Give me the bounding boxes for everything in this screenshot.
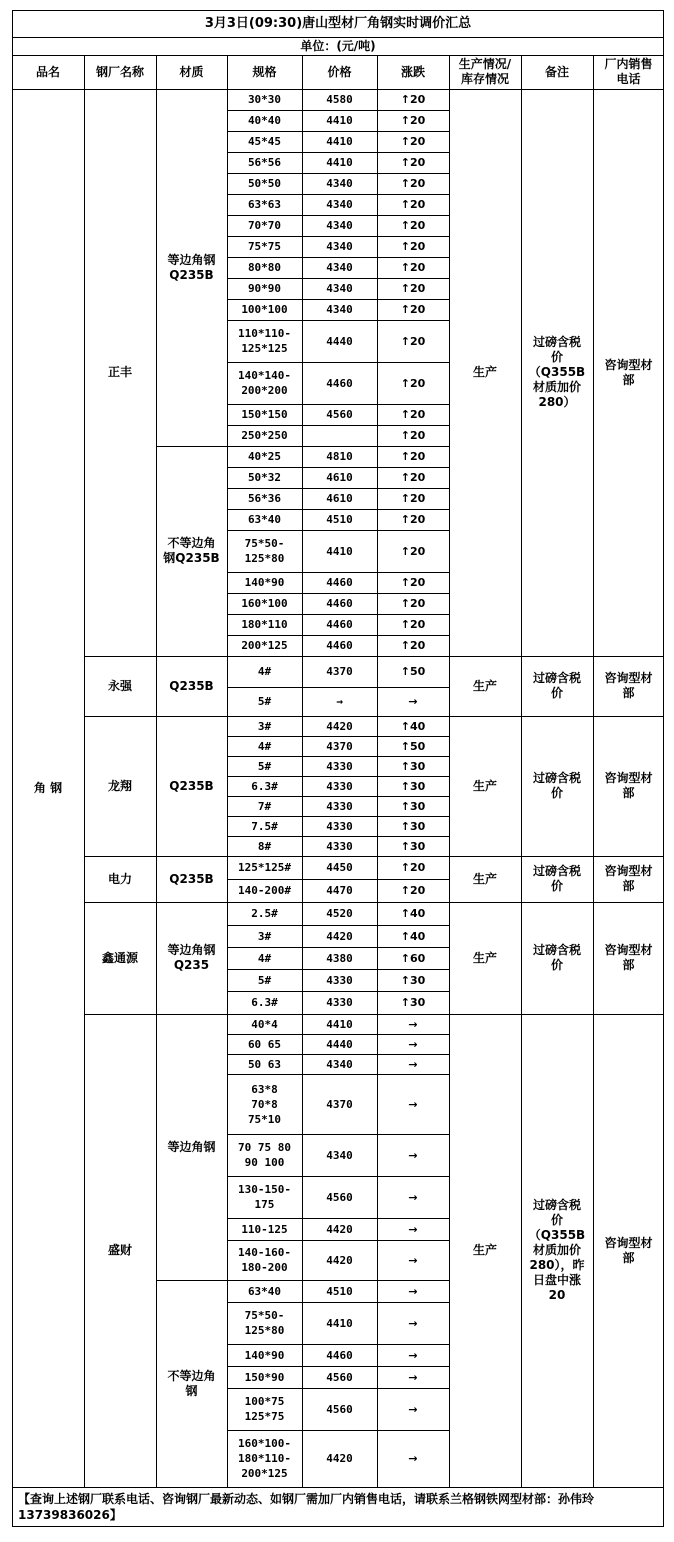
price-cell: 4370: [326, 665, 353, 678]
change-cell: ↑20: [400, 450, 426, 463]
change-cell: ↑20: [400, 261, 426, 274]
change-cell: ↑20: [400, 513, 426, 526]
price-cell: 4510: [326, 513, 353, 526]
change-cell: ↑20: [400, 240, 426, 253]
spec-cell: 200*125: [241, 639, 288, 652]
change-cell: ↑20: [400, 408, 426, 421]
spec-cell: 140*90: [244, 576, 285, 589]
price-cell: 4410: [326, 1316, 353, 1330]
spec-cell: 3#: [257, 929, 272, 943]
price-cell: →: [336, 695, 343, 708]
price-cell: 4420: [326, 1253, 353, 1267]
mill-name: 鑫通源: [101, 950, 138, 965]
change-cell: ↑20: [400, 219, 426, 232]
spec-cell: 50*50: [247, 177, 282, 190]
spec-cell: 140-160- 180-200: [238, 1246, 291, 1274]
sales-phone: 咨询型材 部: [604, 357, 653, 387]
spec-cell: 8#: [257, 839, 272, 853]
header-note: 备注: [544, 64, 569, 79]
spec-cell: 40*4: [251, 1017, 278, 1031]
grid-h: [12, 37, 664, 38]
price-cell: 4340: [326, 282, 353, 295]
price-cell: 4410: [326, 1017, 353, 1031]
material-grade: Q235B: [169, 778, 214, 793]
price-cell: 4340: [326, 177, 353, 190]
grid-h: [12, 10, 664, 11]
production-status: 生产: [472, 365, 497, 379]
change-cell: ↑40: [400, 929, 426, 943]
sales-phone: 咨询型材 部: [604, 864, 653, 893]
sales-phone: 咨询型材 部: [604, 943, 653, 972]
remark: 过磅含税 价: [532, 771, 581, 800]
material-grade: 等边角钢 Q235B: [167, 252, 216, 282]
change-cell: ↑20: [400, 282, 426, 295]
spec-cell: 40*25: [247, 450, 282, 463]
mill-name: 龙翔: [107, 778, 132, 793]
remark: 过磅含税 价: [532, 671, 581, 700]
change-cell: →: [408, 1017, 418, 1031]
spec-cell: 160*100- 180*110- 200*125: [238, 1437, 291, 1480]
remark: 过磅含税 价 （Q355B 材质加价 280）: [528, 335, 586, 409]
change-cell: →: [408, 1037, 418, 1051]
change-cell: ↑20: [400, 303, 426, 316]
production-status: 生产: [472, 678, 497, 693]
change-cell: →: [408, 1402, 418, 1416]
price-cell: 4330: [326, 799, 353, 813]
header-product: 品名: [35, 64, 60, 79]
price-cell: 4580: [326, 93, 353, 106]
footer-contact: 【查询上述钢厂联系电话、咨询钢厂最新动态、如钢厂需加厂内销售电话，请联系兰格钢铁网型材部：孙伟玲13739836026】: [18, 1491, 595, 1522]
price-cell: 4340: [326, 219, 353, 232]
material-grade: 不等边角 钢Q235B: [163, 536, 220, 565]
spec-cell: 45*45: [247, 135, 282, 148]
table-title: 3月3日(09:30)唐山型材厂角钢实时调价汇总: [204, 16, 472, 31]
mill-name: 电力: [107, 871, 132, 886]
price-cell: 4560: [326, 1370, 353, 1384]
remark: 过磅含税 价: [532, 864, 581, 893]
price-cell: 4460: [326, 1348, 353, 1362]
change-cell: →: [408, 1284, 418, 1298]
grid-v: [377, 55, 378, 1487]
change-cell: →: [408, 695, 418, 708]
spec-cell: 130-150- 175: [238, 1183, 291, 1211]
price-cell: 4420: [326, 719, 353, 733]
price-cell: 4460: [326, 576, 353, 589]
change-cell: ↑20: [400, 597, 426, 610]
spec-cell: 6.3#: [251, 996, 278, 1009]
spec-cell: 160*100: [241, 597, 288, 610]
price-cell: [302, 425, 377, 446]
change-cell: →: [408, 1190, 418, 1204]
grid-v: [227, 55, 228, 1487]
price-cell: 4330: [326, 819, 353, 833]
price-cell: 4610: [326, 471, 353, 484]
spec-cell: 100*75 125*75: [244, 1395, 285, 1423]
spec-cell: 63*40: [247, 1284, 282, 1298]
spec-cell: 110-125: [241, 1222, 288, 1236]
change-cell: ↑30: [400, 839, 426, 853]
spec-cell: 4#: [257, 951, 272, 965]
spec-cell: 30*30: [247, 93, 282, 106]
material-grade: 不等边角 钢: [167, 1368, 216, 1398]
change-cell: ↑30: [400, 799, 426, 813]
change-cell: ↑30: [400, 819, 426, 833]
spec-cell: 56*56: [247, 156, 282, 169]
price-cell: 4340: [326, 1148, 353, 1162]
remark: 过磅含税 价: [532, 943, 581, 972]
change-cell: →: [408, 1097, 418, 1111]
header-material: 材质: [179, 64, 204, 79]
spec-cell: 7.5#: [251, 819, 278, 833]
change-cell: ↑20: [400, 618, 426, 631]
change-cell: ↑30: [400, 759, 426, 773]
change-cell: ↑20: [400, 376, 426, 390]
sales-phone: 咨询型材 部: [604, 1235, 653, 1265]
change-cell: ↑20: [400, 544, 426, 558]
change-cell: ↑20: [400, 576, 426, 589]
grid-v: [449, 55, 450, 1487]
price-cell: 4410: [326, 544, 353, 558]
price-cell: 4440: [326, 334, 353, 348]
change-cell: ↑20: [400, 135, 426, 148]
grid-h: [12, 89, 664, 90]
change-cell: ↑20: [400, 114, 426, 127]
mill-name: 盛财: [107, 1243, 132, 1257]
spec-cell: 140*140- 200*200: [238, 369, 291, 397]
change-cell: →: [408, 1253, 418, 1267]
spec-cell: 150*150: [241, 408, 288, 421]
spec-cell: 50*32: [247, 471, 282, 484]
price-cell: 4460: [326, 597, 353, 610]
sales-phone: 咨询型材 部: [604, 671, 653, 700]
header-mill: 钢厂名称: [95, 64, 144, 79]
price-cell: 4340: [326, 240, 353, 253]
price-cell: 4560: [326, 1190, 353, 1204]
change-cell: ↑30: [400, 996, 426, 1009]
price-cell: 4420: [326, 1222, 353, 1236]
price-cell: 4450: [326, 861, 353, 874]
unit-label: 单位：(元/吨): [300, 38, 376, 53]
material-grade: Q235B: [169, 678, 214, 693]
price-cell: 4520: [326, 907, 353, 920]
price-cell: 4560: [326, 408, 353, 421]
spec-cell: 63*63: [247, 198, 282, 211]
price-cell: 4340: [326, 303, 353, 316]
spec-cell: 75*50- 125*80: [244, 1309, 285, 1337]
change-cell: ↑60: [400, 951, 426, 965]
spec-cell: 140-200#: [238, 884, 291, 897]
change-cell: ↑50: [400, 739, 426, 753]
price-cell: 4440: [326, 1037, 353, 1051]
spec-cell: 70 75 80 90 100: [238, 1141, 291, 1169]
production-status: 生产: [472, 950, 497, 965]
sales-phone: 咨询型材 部: [604, 771, 653, 800]
change-cell: ↑20: [400, 429, 426, 442]
change-cell: ↑20: [400, 471, 426, 484]
price-cell: 4560: [326, 1402, 353, 1416]
header-spec: 规格: [252, 64, 277, 79]
header-status: 生产情况/ 库存情况: [458, 57, 512, 86]
price-cell: 4410: [326, 114, 353, 127]
price-cell: 4420: [326, 1452, 353, 1465]
price-cell: 4460: [326, 376, 353, 390]
price-cell: 4410: [326, 156, 353, 169]
production-status: 生产: [472, 1243, 497, 1257]
change-cell: →: [408, 1370, 418, 1384]
spec-cell: 5#: [257, 973, 272, 987]
spec-cell: 90*90: [247, 282, 282, 295]
grid-v: [156, 55, 157, 1487]
change-cell: ↑20: [400, 861, 426, 874]
change-cell: →: [408, 1222, 418, 1236]
price-cell: 4330: [326, 759, 353, 773]
price-cell: 4470: [326, 884, 353, 897]
change-cell: ↑30: [400, 973, 426, 987]
grid-v: [84, 55, 85, 1487]
spec-cell: 250*250: [241, 429, 288, 442]
change-cell: →: [408, 1057, 418, 1071]
price-cell: 4410: [326, 135, 353, 148]
spec-cell: 4#: [257, 665, 272, 678]
price-cell: 4460: [326, 639, 353, 652]
change-cell: →: [408, 1148, 418, 1162]
material-grade: 等边角钢: [167, 1139, 216, 1154]
spec-cell: 40*40: [247, 114, 282, 127]
change-cell: →: [408, 1452, 418, 1465]
change-cell: ↑20: [400, 492, 426, 505]
price-cell: 4330: [326, 996, 353, 1009]
grid-v: [302, 55, 303, 1487]
grid-h: [12, 55, 664, 56]
material-grade: 等边角钢 Q235: [167, 943, 216, 972]
change-cell: ↑20: [400, 93, 426, 106]
spec-cell: 100*100: [241, 303, 288, 316]
spec-cell: 110*110- 125*125: [238, 327, 291, 355]
spec-cell: 150*90: [244, 1370, 285, 1384]
change-cell: ↑20: [400, 177, 426, 190]
remark: 过磅含税 价 （Q355B 材质加价 280），昨 日盘中涨 20: [528, 1198, 586, 1302]
price-cell: 4510: [326, 1284, 353, 1298]
spec-cell: 7#: [257, 799, 272, 813]
spec-cell: 5#: [257, 695, 272, 708]
price-cell: 4370: [326, 739, 353, 753]
spec-cell: 75*50- 125*80: [244, 537, 285, 565]
material-grade: Q235B: [169, 871, 214, 886]
spec-cell: 2.5#: [251, 907, 278, 920]
price-cell: 4330: [326, 779, 353, 793]
price-cell: 4340: [326, 198, 353, 211]
header-price: 价格: [327, 64, 352, 79]
change-cell: ↑20: [400, 639, 426, 652]
grid-h: [12, 1487, 664, 1488]
spec-cell: 125*125#: [238, 861, 291, 874]
grid-v: [12, 10, 13, 1527]
change-cell: ↑20: [400, 156, 426, 169]
change-cell: ↑30: [400, 779, 426, 793]
grid-v: [521, 55, 522, 1487]
price-cell: 4380: [326, 951, 353, 965]
price-cell: 4330: [326, 839, 353, 853]
price-cell: 4330: [326, 973, 353, 987]
grid-h: [12, 1526, 664, 1527]
spec-cell: 60 65: [247, 1037, 282, 1051]
change-cell: →: [408, 1316, 418, 1330]
change-cell: ↑20: [400, 198, 426, 211]
spec-cell: 3#: [257, 719, 272, 733]
change-cell: ↑20: [400, 334, 426, 348]
change-cell: ↑50: [400, 665, 426, 678]
spec-cell: 50 63: [247, 1057, 282, 1071]
change-cell: →: [408, 1348, 418, 1362]
change-cell: ↑40: [400, 719, 426, 733]
spec-cell: 180*110: [241, 618, 288, 631]
spec-cell: 56*36: [247, 492, 282, 505]
spec-cell: 75*75: [247, 240, 282, 253]
change-cell: ↑20: [400, 884, 426, 897]
spec-cell: 6.3#: [251, 779, 278, 793]
header-change: 涨跌: [400, 64, 425, 79]
price-cell: 4370: [326, 1097, 353, 1111]
header-phone: 厂内销售 电话: [604, 57, 653, 86]
spec-cell: 4#: [257, 739, 272, 753]
price-cell: 4420: [326, 929, 353, 943]
production-status: 生产: [472, 778, 497, 793]
price-cell: 4340: [326, 261, 353, 274]
grid-v: [593, 55, 594, 1487]
spec-cell: 140*90: [244, 1348, 285, 1362]
price-cell: 4810: [326, 450, 353, 463]
mill-name: 正丰: [107, 365, 132, 379]
production-status: 生产: [472, 871, 497, 886]
spec-cell: 63*8 70*8 75*10: [247, 1082, 282, 1126]
spec-cell: 63*40: [247, 513, 282, 526]
mill-name: 永强: [107, 678, 132, 693]
change-cell: ↑40: [400, 907, 426, 920]
spec-cell: 80*80: [247, 261, 282, 274]
price-cell: 4610: [326, 492, 353, 505]
spec-cell: 5#: [257, 759, 272, 773]
price-cell: 4340: [326, 1057, 353, 1071]
spec-cell: 70*70: [247, 219, 282, 232]
price-cell: 4460: [326, 618, 353, 631]
product-name: 角 钢: [33, 780, 63, 795]
grid-v: [663, 10, 664, 1527]
